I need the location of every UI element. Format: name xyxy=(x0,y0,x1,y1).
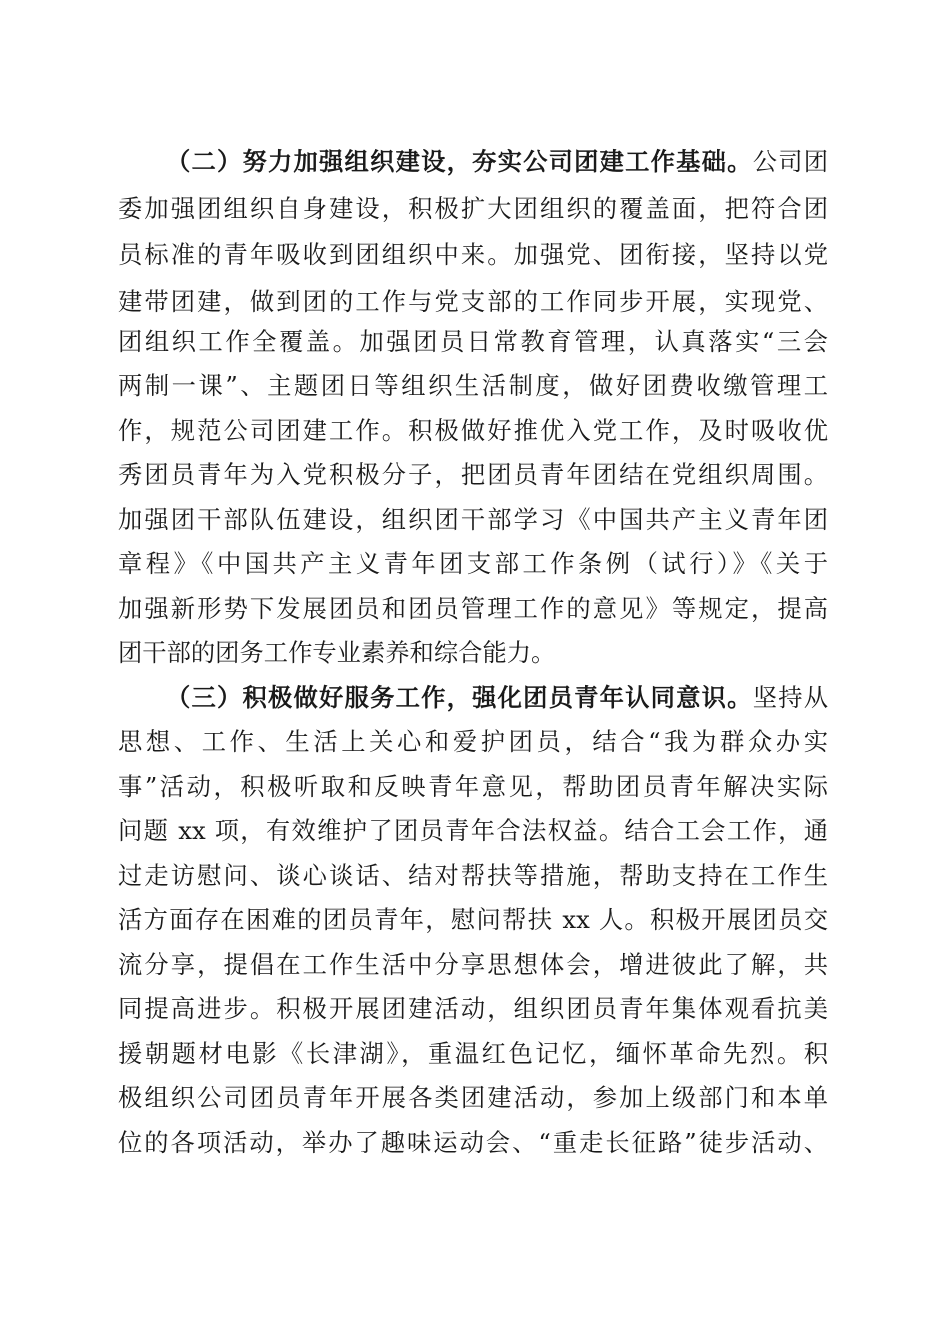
paragraph-2-text: 公司团 xyxy=(752,147,829,176)
paragraph-3-line-9: 援朝题材电影《长津湖》，重温红色记忆，缅怀革命先烈。积 xyxy=(118,1039,828,1068)
paragraph-3-line-5: 过走访慰问、谈心谈话、结对帮扶等措施，帮助支持在工作生 xyxy=(118,861,828,890)
paragraph-2-line-7: 作，规范公司团建工作。积极做好推优入党工作，及时吸收优 xyxy=(118,416,828,445)
paragraph-2-line-3: 员标准的青年吸收到团组织中来。加强党、团衔接，坚持以党 xyxy=(118,240,828,269)
paragraph-3-line-6: 活方面存在困难的团员青年，慰问帮扶 xx 人。积极开展团员交 xyxy=(118,905,828,934)
paragraph-2-line-1 xyxy=(166,142,828,182)
paragraph-3-line-1 xyxy=(166,678,828,718)
paragraph-3-line-3: 事”活动，积极听取和反映青年意见，帮助团员青年解决实际 xyxy=(118,772,828,801)
paragraph-2-line-10: 章程》《中国共产主义青年团支部工作条例（试行）》《关于 xyxy=(118,549,828,578)
paragraph-2-line-11: 加强新形势下发展团员和团员管理工作的意见》等规定，提高 xyxy=(118,594,828,623)
paragraph-3-line-4: 问题 xx 项，有效维护了团员青年合法权益。结合工会工作，通 xyxy=(118,816,828,845)
paragraph-2-line-6: 两制一课”、主题团日等组织生活制度，做好团费收缴管理工 xyxy=(118,371,828,400)
paragraph-3-text: 坚持从 xyxy=(752,683,829,712)
paragraph-3-line-2: 思想、工作、生活上关心和爱护团员，结合“我为群众办实 xyxy=(118,727,828,756)
paragraph-2-line-9: 加强团干部队伍建设，组织团干部学习《中国共产主义青年团 xyxy=(118,505,828,534)
paragraph-3-line-10: 极组织公司团员青年开展各类团建活动，参加上级部门和本单 xyxy=(118,1083,828,1112)
paragraph-2-line-8: 秀团员青年为入党积极分子，把团员青年团结在党组织周围。 xyxy=(118,460,828,489)
paragraph-2-line-12: 团干部的团务工作专业素养和综合能力。 xyxy=(118,638,556,667)
paragraph-3-line-11: 位的各项活动，举办了趣味运动会、“重走长征路”徒步活动、 xyxy=(118,1128,828,1157)
paragraph-2-heading: （二）努力加强组织建设，夯实公司团建工作基础。 xyxy=(166,147,753,176)
paragraph-2-line-5: 团组织工作全覆盖。加强团员日常教育管理，认真落实“三会 xyxy=(118,327,828,356)
paragraph-3-heading: （三）积极做好服务工作，强化团员青年认同意识。 xyxy=(166,683,753,712)
paragraph-2-line-2: 委加强团组织自身建设，积极扩大团组织的覆盖面，把符合团 xyxy=(118,194,828,223)
paragraph-2-line-4: 建带团建，做到团的工作与党支部的工作同步开展，实现党、 xyxy=(118,287,828,316)
paragraph-3-line-8: 同提高进步。积极开展团建活动，组织团员青年集体观看抗美 xyxy=(118,994,828,1023)
paragraph-3-line-7: 流分享，提倡在工作生活中分享思想体会，增进彼此了解，共 xyxy=(118,950,828,979)
